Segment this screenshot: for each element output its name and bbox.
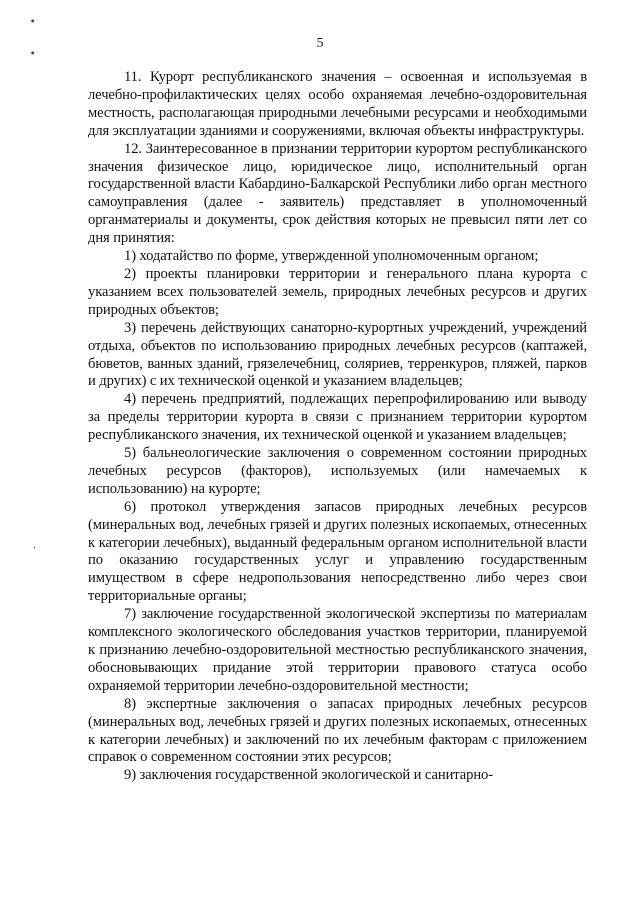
- page-number: 5: [316, 36, 324, 51]
- list-item-9: 9) заключения государственной экологической и санитарно-: [124, 767, 493, 784]
- list-item-5: 5) бальнеологические заключения о современном состоянии природных лечебных ресурсов (факторов), используемых (или намечаемых к использованию) на курорте;: [88, 445, 587, 497]
- list-item-8: 8) экспертные заключения о запасах природных лечебных ресурсов (минеральных вод, лечебных грязей и других полезных ископаемых, отнесенных к категории лечебных) и заключений по их лечебным факторам с приложением справок о современном состоянии этих ресурсов;: [88, 695, 587, 766]
- list-item-3: 3) перечень действующих санаторно-курортных учреждений, учреждений отдыха, объектов по использованию природных лечебных ресурсов (каптажей, бюветов, ванных зданий, грязелечебниц, соляриев, терренкуров, пляжей, парков и других) с их технической оценкой и указанием владельцев;: [88, 319, 587, 390]
- document-body: [88, 69, 587, 785]
- paragraph-12: 12. Заинтересованное в признании территории курортом республиканского значения физическое лицо, юридическое лицо, исполнительный орган государственной власти Кабардино-Балкарской Республики либо орган местного самоуправления (далее - заявитель) представляет в уполномоченный органматериалы и документы, срок действия которых не превысил пяти лет со дня принятия:: [88, 140, 587, 247]
- list-item-6: 6) протокол утверждения запасов природных лечебных ресурсов (минеральных вод, лечебных грязей и других полезных ископаемых, отнесенных к категории лечебных), выданный федеральным органом исполнительной власти по оказанию государственных услуг и управлению государственным имуществом в сфере недропользования непосредственно либо через свои территориальные органы;: [88, 498, 587, 605]
- margin-mark: ٭: [30, 48, 36, 59]
- margin-mark: ٭: [30, 16, 36, 27]
- margin-mark: ·: [33, 543, 37, 554]
- list-item-7: 7) заключение государственной экологической экспертизы по материалам комплексного экологического обследования участков территории, планируемой к признанию лечебно-оздоровительной местностью республиканского значения, обосновывающих придание этой территории правового статуса особо охраняемой территории лечебно-оздоровительной местности;: [88, 606, 587, 694]
- list-item-4: 4) перечень предприятий, подлежащих перепрофилированию или выводу за пределы территории курорта в связи с признанием территории курортом республиканского значения, их технической оценкой и указанием владельцев;: [88, 391, 587, 444]
- list-item-2: 2) проекты планировки территории и генерального плана курорта с указанием всех пользователей земель, природных лечебных ресурсов и других природных объектов;: [88, 265, 587, 318]
- paragraph-11: 11. Курорт республиканского значения – освоенная и используемая в лечебно-профилактических целях особо охраняемая лечебно-оздоровительная местность, располагающая природными лечебными ресурсами и необходимыми для эксплуатации зданиями и сооружениями, включая объекты инфраструктуры.: [88, 69, 587, 139]
- list-item-1: 1) ходатайство по форме, утвержденной уполномоченным органом;: [124, 248, 539, 265]
